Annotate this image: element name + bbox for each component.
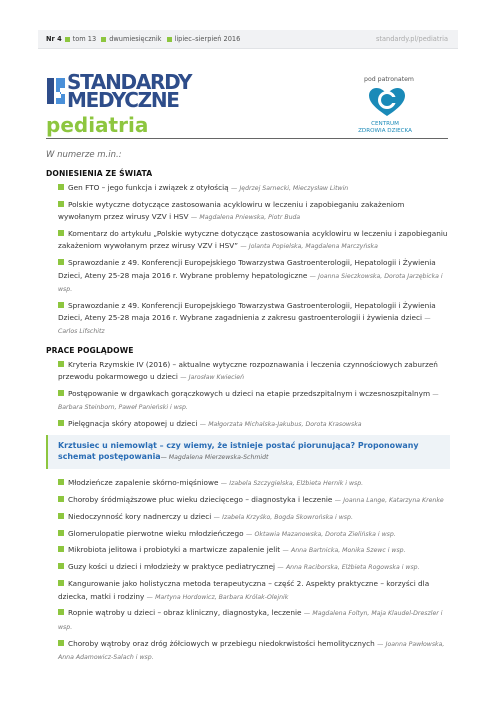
article-title: Pielęgnacja skóry atopowej u dzieci — [68, 419, 198, 429]
green-square-bullet-icon — [58, 201, 64, 207]
separator-square-icon — [101, 37, 106, 42]
article-authors: Izabela Krzyśko, Bogda Skowrońska i wsp. — [222, 513, 353, 521]
article-title: Guzy kości u dzieci i młodzieży w praktyce pediatrycznej — [68, 562, 276, 572]
green-square-bullet-icon — [58, 496, 64, 502]
article-title: Mikrobiota jelitowa i probiotyki a martwicze zapalenie jelit — [68, 545, 281, 555]
article-authors: Barbara Steinborn, Paweł Panieński i wsp. — [58, 404, 188, 412]
article-authors: Jarosław Kwiecień — [188, 373, 245, 381]
article-entry[interactable]: Pielęgnacja skóry atopowej u dzieci — Małgorzata Michalska-Jakubus, Dorota Krasowska — [46, 418, 450, 431]
article-entry[interactable]: Glomerulopatie pierwotne wieku młodzieńczego — Oktawia Mazanowska, Dorota Zielińska i wsp. — [46, 528, 450, 541]
patron-label: pod patronatem — [364, 76, 414, 83]
green-square-bullet-icon — [58, 513, 64, 519]
article-title: Choroby wątroby oraz dróg żółciowych w przebiegu niedokrwistości hemolitycznych — [68, 638, 375, 648]
article-title: Ropnie wątroby u dzieci – obraz kliniczny, diagnostyka, leczenie — [68, 608, 302, 618]
website-link[interactable]: standardy.pl/pediatria — [375, 35, 448, 43]
article-title: Sprawozdanie z 49. Konferencji Europejskiego Towarzystwa Gastroenterologii, Hepatologii i Żywienia Dzieci, Ateny 25-28 maja 2016 r. Wybrane problemy hepatologiczne — [58, 258, 436, 280]
standardy-logo-icon — [47, 75, 65, 107]
article-entry[interactable]: Sprawozdanie z 49. Konferencji Europejskiego Towarzystwa Gastroenterologii, Hepatologii i Żywienia Dzieci, Ateny 25-28 maja 2016 r. Wybrane problemy hepatologiczne — Joanna Sieczkowska, Dorota Jarzębicka i wsp. — [58, 258, 443, 293]
article-authors: Magdalena Pniewska, Piotr Buda — [199, 214, 301, 222]
issue-frequency: dwumiesięcznik — [109, 35, 162, 43]
patron-name-line1: CENTRUM — [371, 121, 399, 127]
header-divider — [46, 138, 448, 139]
green-square-bullet-icon — [58, 609, 64, 615]
patron-name — [352, 121, 418, 136]
article-title: Polskie wytyczne dotyczące zastosowania acyklowiru w leczeniu i zapobieganiu zakażeniom wywołanym przez wirusy VZV i HSV — [58, 199, 405, 222]
green-square-bullet-icon — [58, 302, 64, 308]
article-title: Choroby śródmiąższowe płuc wieku dziecięcego – diagnostyka i leczenie — [68, 494, 333, 504]
patron-name-line2: ZDROWIA DZIECKA — [358, 128, 412, 135]
logo-text-medyczne: MEDYCZNE — [67, 88, 179, 112]
separator-square-icon — [167, 37, 172, 42]
article-entry[interactable]: Młodzieńcze zapalenie skórno-mięśniowe — Izabela Szczygielska, Elżbieta Hernik i wsp. — [46, 477, 450, 490]
heart-c-logo-icon — [367, 86, 407, 120]
issue-volume: tom 13 — [72, 35, 97, 43]
section-title-news: DONIESIENIA ZE ŚWIATA — [46, 169, 153, 178]
article-authors: Joanna Lange, Katarzyna Krenke — [343, 496, 444, 504]
article-authors: Izabela Szczygielska, Elżbieta Hernik i wsp. — [229, 479, 364, 487]
green-square-bullet-icon — [58, 259, 64, 265]
article-title: Komentarz do artykułu „Polskie wytyczne dotyczące zastosowania acyklowiru w leczeniu i zapobieganiu zakażeniom wywołanym przez wirusy VZV i HSV” — [58, 229, 448, 251]
article-authors: Anna Bartnicka, Monika Szewc i wsp. — [290, 547, 406, 555]
featured-article[interactable]: Krztusiec u niemowląt – czy wiemy, że istnieje postać piorunująca? Proponowany schemat postępowania— Magdalena Mierzewska-Schmidt — [46, 435, 450, 469]
article-authors: Magdalena Foltyn, Maja Klaudel-Dreszler i wsp. — [58, 610, 443, 631]
article-title: Postępowanie w drgawkach gorączkowych u dzieci na etapie przedszpitalnym i wczesnoszpitalnym — [68, 388, 431, 398]
article-entry[interactable]: Niedoczynność kory nadnerczy u dzieci — Izabela Krzyśko, Bogda Skowrońska i wsp. — [46, 511, 450, 524]
article-title: Kryteria Rzymskie IV (2016) – aktualne wytyczne rozpoznawania i leczenia czynnościowych zaburzeń przewodu pokarmowego u dzieci — [58, 359, 438, 381]
separator-square-icon — [65, 37, 70, 42]
article-authors: Anna Raciborska, Elżbieta Rogowska i wsp. — [285, 564, 420, 572]
green-square-bullet-icon — [58, 563, 64, 569]
article-entry[interactable]: Sprawozdanie z 49. Konferencji Europejskiego Towarzystwa Gastroenterologii, Hepatologii i Żywienia Dzieci, Ateny 25-28 maja 2016 r. Wybrane zagadnienia z zakresu gastroenterologii i żywienia dzieci — Carlos Lifschitz — [58, 300, 436, 336]
article-title: Młodzieńcze zapalenie skórno-mięśniowe — [68, 477, 219, 487]
issue-info-bar — [38, 30, 458, 49]
article-authors: Małgorzata Michalska-Jakubus, Dorota Krasowska — [208, 421, 362, 429]
section-title-reviews: PRACE POGLĄDOWE — [46, 345, 134, 355]
article-authors: Joanna Sieczkowska, Dorota Jarzębicka i wsp. — [58, 272, 443, 293]
green-square-bullet-icon — [58, 420, 64, 426]
green-square-bullet-icon — [58, 184, 64, 190]
article-authors: Jędrzej Sarnecki, Mieczysław Litwin — [239, 185, 349, 192]
article-entry[interactable]: Polskie wytyczne dotyczące zastosowania acyklowiru w leczeniu i zapobieganiu zakażeniom wywołanym przez wirusy VZV i HSV — Magdalena Pniewska, Piotr Buda — [58, 199, 405, 222]
article-authors: Joanna Pawłowska, Anna Adamowicz-Salach i wsp. — [58, 640, 445, 661]
article-entry[interactable]: Mikrobiota jelitowa i probiotyki a martwicze zapalenie jelit — Anna Bartnicka, Monika Szewc i wsp. — [46, 544, 450, 557]
article-title: Glomerulopatie pierwotne wieku młodzieńczego — [68, 528, 244, 538]
logo-text-standardy: STANDARDY — [67, 70, 192, 94]
issue-number: Nr 4 — [46, 35, 62, 43]
article-entry[interactable]: Kangurowanie jako holistyczna metoda terapeutyczna – część 2. Aspekty praktyczne – korzyści dla dziecka, matki i rodziny — Martyna Hordowicz, Barbara Królak-Olejnik — [58, 579, 430, 601]
issue-date: lipiec–sierpień 2016 — [174, 35, 241, 43]
article-title: Niedoczynność kory nadnerczy u dzieci — [68, 511, 212, 521]
green-square-bullet-icon — [58, 546, 64, 552]
green-square-bullet-icon — [58, 640, 64, 646]
issue-contents — [46, 150, 450, 668]
article-entry[interactable]: Gen FTO – jego funkcja i związek z otyłością — Jędrzej Sarnecki, Mieczysław Litwin — [46, 182, 450, 195]
article-entry[interactable]: Choroby śródmiąższowe płuc wieku dziecięcego – diagnostyka i leczenie — Joanna Lange, Katarzyna Krenke — [46, 494, 450, 507]
green-square-bullet-icon — [58, 479, 64, 485]
article-entry[interactable]: Ropnie wątroby u dzieci – obraz kliniczny, diagnostyka, leczenie — Magdalena Foltyn, Maja Klaudel-Dreszler i wsp. — [58, 608, 443, 631]
article-entry[interactable]: Postępowanie w drgawkach gorączkowych u dzieci na etapie przedszpitalnym i wczesnoszpitalnym — Barbara Steinborn, Paweł Panieński i wsp. — [58, 388, 439, 412]
article-authors: Jolanta Popielska, Magdalena Marczyńska — [248, 243, 378, 251]
article-entry[interactable]: Komentarz do artykułu „Polskie wytyczne dotyczące zastosowania acyklowiru w leczeniu i zapobieganiu zakażeniom wywołanym przez wirusy VZV i HSV” — Jolanta Popielska, Magdalena Marczyńska — [58, 229, 448, 251]
green-square-bullet-icon — [58, 390, 64, 396]
featured-article-authors: Magdalena Mierzewska-Schmidt — [168, 454, 269, 462]
article-authors: Carlos Lifschitz — [58, 328, 105, 336]
article-title: Gen FTO – jego funkcja i związek z otyłością — [68, 183, 229, 192]
article-entry[interactable]: Choroby wątroby oraz dróg żółciowych w przebiegu niedokrwistości hemolitycznych — Joanna Pawłowska, Anna Adamowicz-Salach i wsp. — [58, 638, 445, 661]
featured-article-title: Krztusiec u niemowląt – czy wiemy, że istnieje postać piorunująca? Proponowany schemat postępowania — [58, 440, 419, 462]
article-authors: Martyna Hordowicz, Barbara Królak-Olejnik — [155, 593, 289, 601]
green-square-bullet-icon — [58, 580, 64, 586]
green-square-bullet-icon — [58, 530, 64, 536]
journal-title: pediatria — [46, 113, 149, 137]
green-square-bullet-icon — [58, 230, 64, 236]
article-authors: Oktawia Mazanowska, Dorota Zielińska i wsp. — [254, 530, 396, 538]
green-square-bullet-icon — [58, 361, 64, 367]
article-title: Kangurowanie jako holistyczna metoda terapeutyczna – część 2. Aspekty praktyczne – korzyści dla dziecka, matki i rodziny — [58, 579, 430, 601]
article-entry[interactable]: Kryteria Rzymskie IV (2016) – aktualne wytyczne rozpoznawania i leczenia czynnościowych zaburzeń przewodu pokarmowego u dzieci — Jarosław Kwiecień — [58, 359, 438, 381]
contents-intro: W numerze m.in.: — [46, 150, 122, 160]
article-title: Sprawozdanie z 49. Konferencji Europejskiego Towarzystwa Gastroenterologii, Hepatologii i Żywienia Dzieci, Ateny 25-28 maja 2016 r. Wybrane zagadnienia z zakresu gastroenterologii i żywienia dzieci — [58, 300, 436, 323]
article-entry[interactable]: Guzy kości u dzieci i młodzieży w praktyce pediatrycznej — Anna Raciborska, Elżbieta Rogowska i wsp. — [46, 561, 450, 574]
